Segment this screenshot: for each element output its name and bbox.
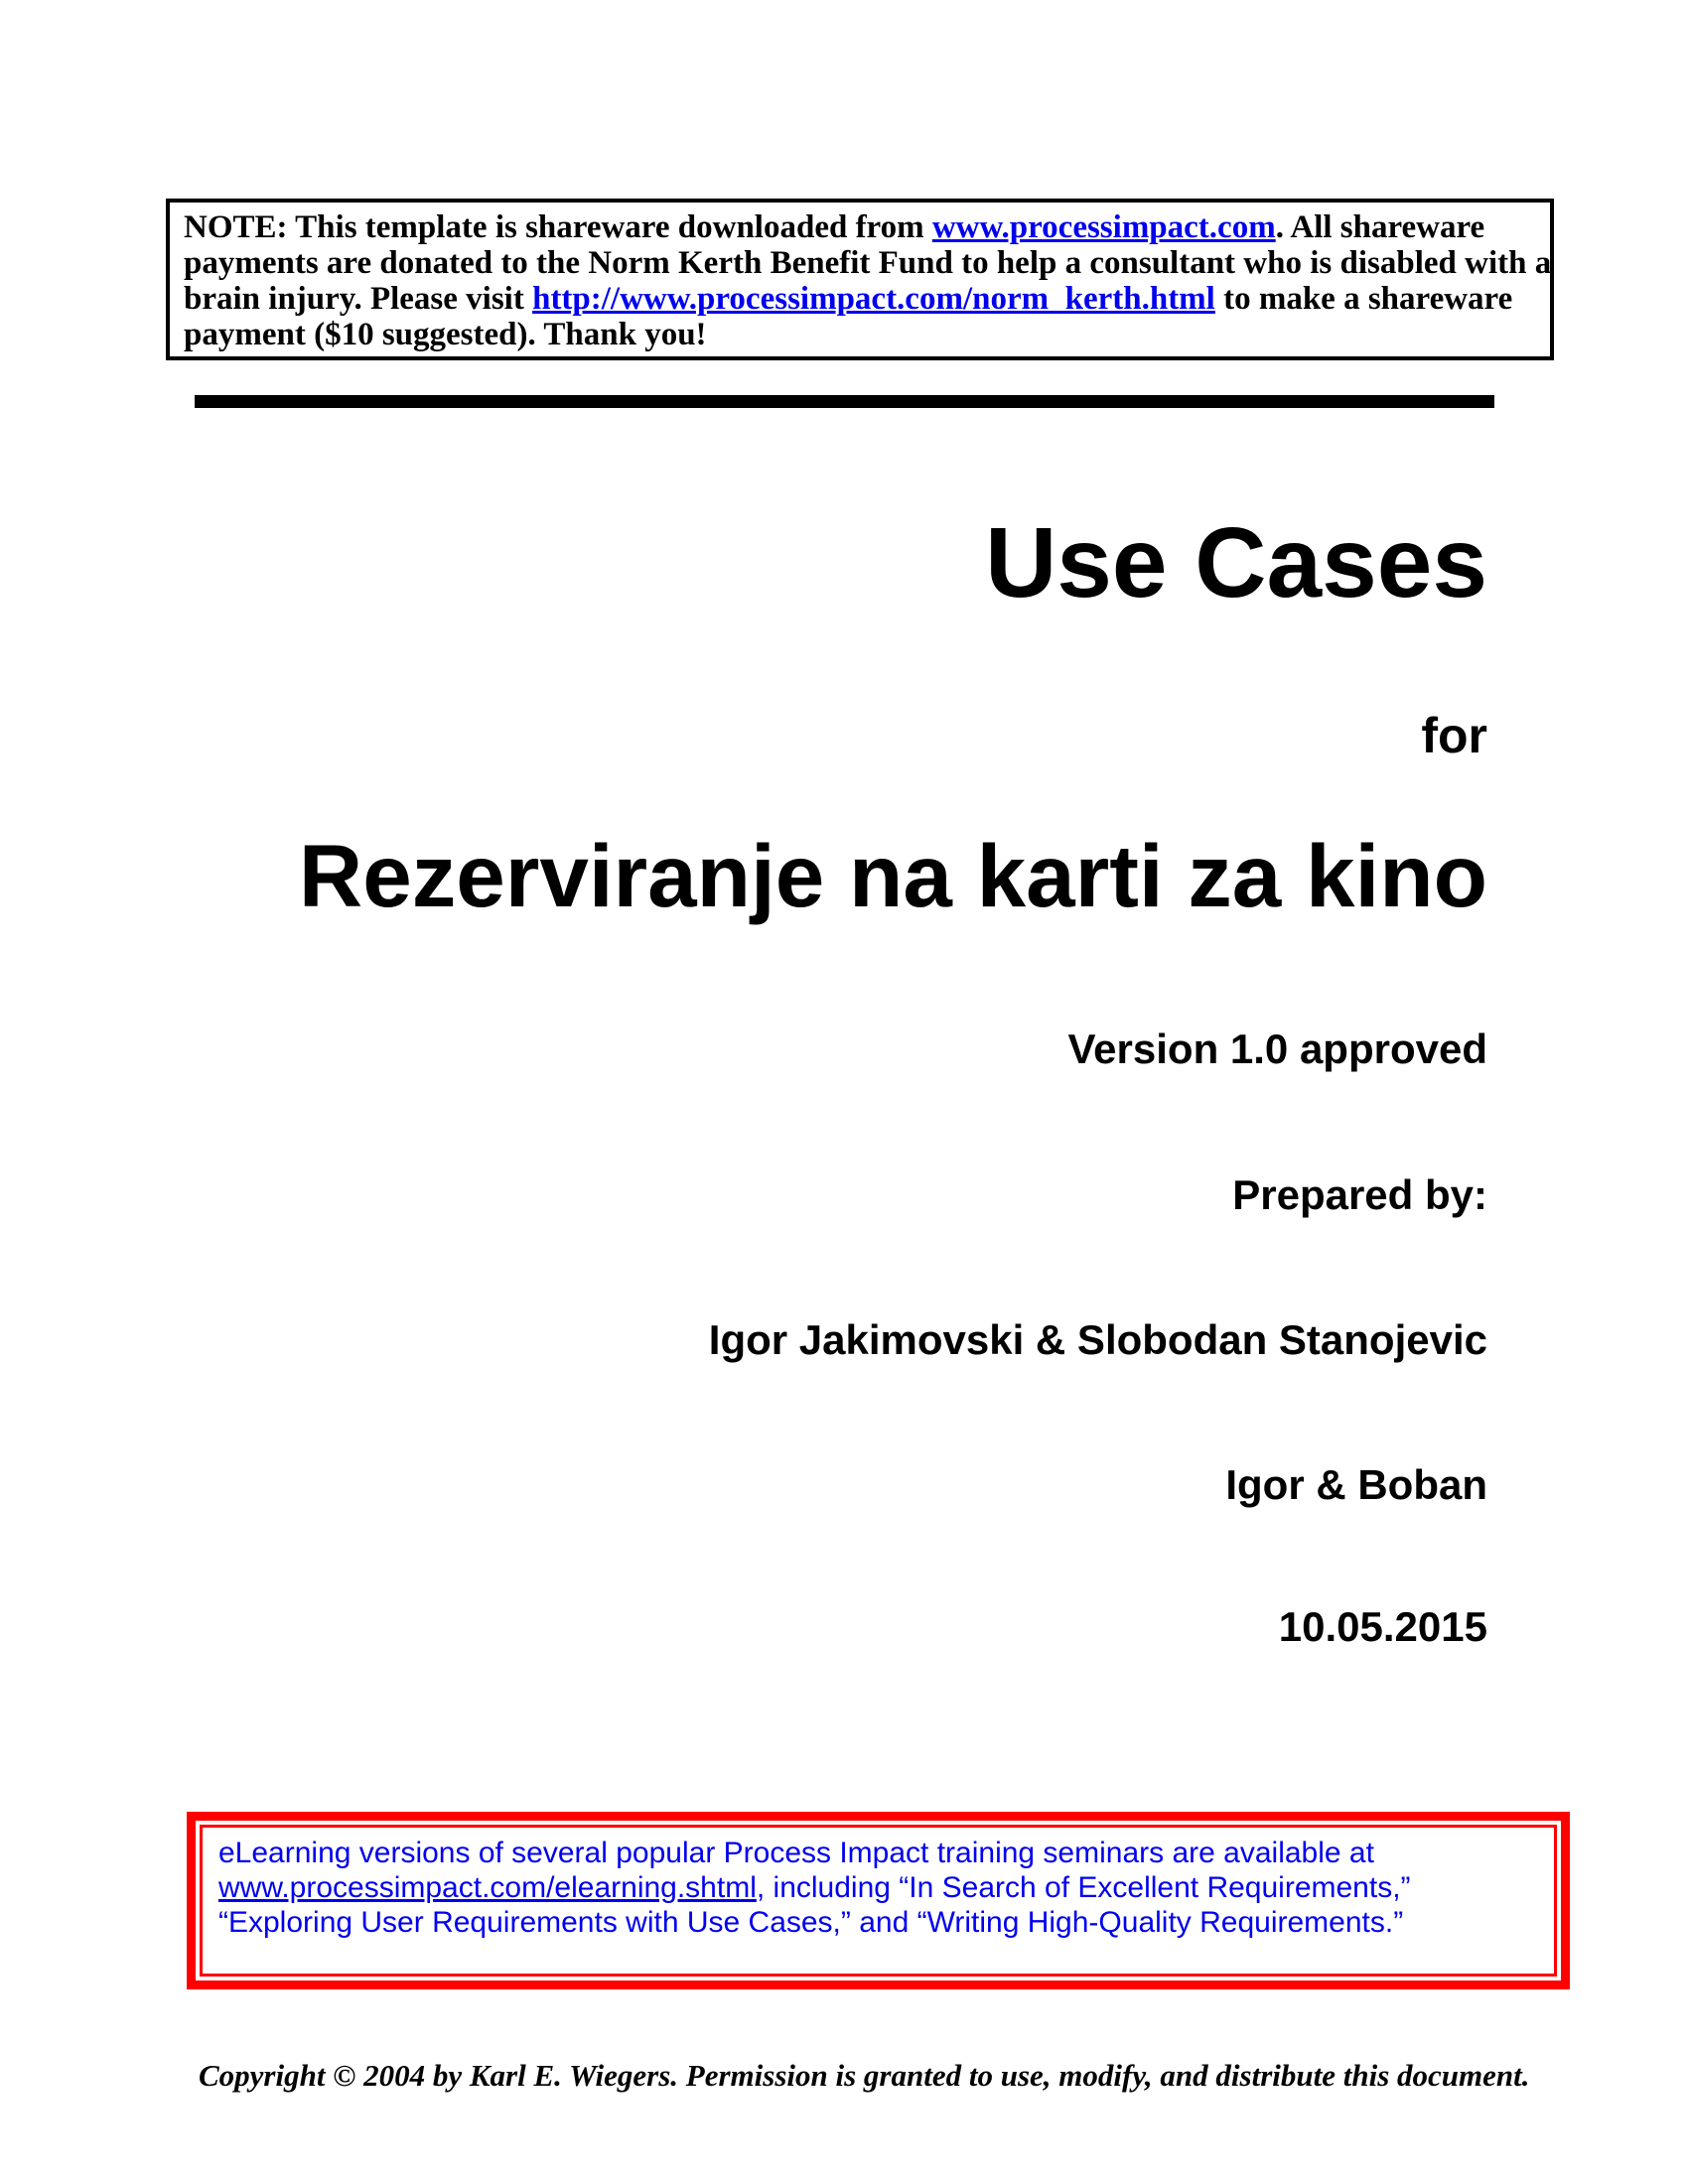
promo-text: “Exploring User Requirements with Use Cases,” and “Writing High-Quality Requirements.” — [218, 1906, 1404, 1939]
version-line: Version 1.0 approved — [1067, 1025, 1487, 1072]
note-line-1 — [184, 209, 1536, 245]
note-text: brain injury. Please visit — [184, 281, 533, 317]
note-text: NOTE: This template is shareware downloaded from — [184, 209, 932, 245]
elearning-link[interactable]: www.processimpact.com/elearning.shtml — [218, 1871, 757, 1904]
title-separator-rule — [195, 395, 1494, 408]
document-title: Use Cases — [985, 507, 1487, 618]
authors-line: Igor Jakimovski & Slobodan Stanojevic — [708, 1316, 1487, 1363]
note-line-4 — [184, 317, 1536, 352]
elearning-promo-box — [187, 1812, 1570, 1989]
elearning-promo-inner — [200, 1825, 1557, 1977]
prepared-by-label: Prepared by: — [1232, 1171, 1487, 1218]
norm-kerth-link[interactable]: http://www.processimpact.com/norm_kerth.html — [532, 281, 1215, 317]
shareware-note-box — [166, 199, 1554, 360]
promo-line-1 — [218, 1836, 1538, 1870]
promo-line-2 — [218, 1870, 1538, 1905]
note-line-2 — [184, 245, 1552, 281]
note-text: payments are donated to the Norm Kerth Benefit Fund to help a consultant who is disabled with a — [184, 245, 1552, 281]
note-line-3 — [184, 281, 1536, 317]
organization-line: Igor & Boban — [1225, 1461, 1487, 1508]
promo-text: , including “In Search of Excellent Requirements,” — [756, 1871, 1411, 1904]
copyright-line: Copyright © 2004 by Karl E. Wiegers. Permission is granted to use, modify, and distribute this document. — [199, 2058, 1530, 2093]
date-line: 10.05.2015 — [1278, 1603, 1487, 1650]
note-text: to make a shareware — [1214, 281, 1513, 317]
note-text: . All shareware — [1275, 209, 1485, 245]
project-title: Rezerviranje na karti za kino — [298, 826, 1487, 925]
promo-line-3 — [218, 1905, 1538, 1940]
for-label: for — [1421, 708, 1487, 763]
note-text: payment ($10 suggested). Thank you! — [184, 317, 707, 352]
promo-text: eLearning versions of several popular Process Impact training seminars are available at — [218, 1837, 1374, 1869]
processimpact-link[interactable]: www.processimpact.com — [931, 209, 1276, 245]
